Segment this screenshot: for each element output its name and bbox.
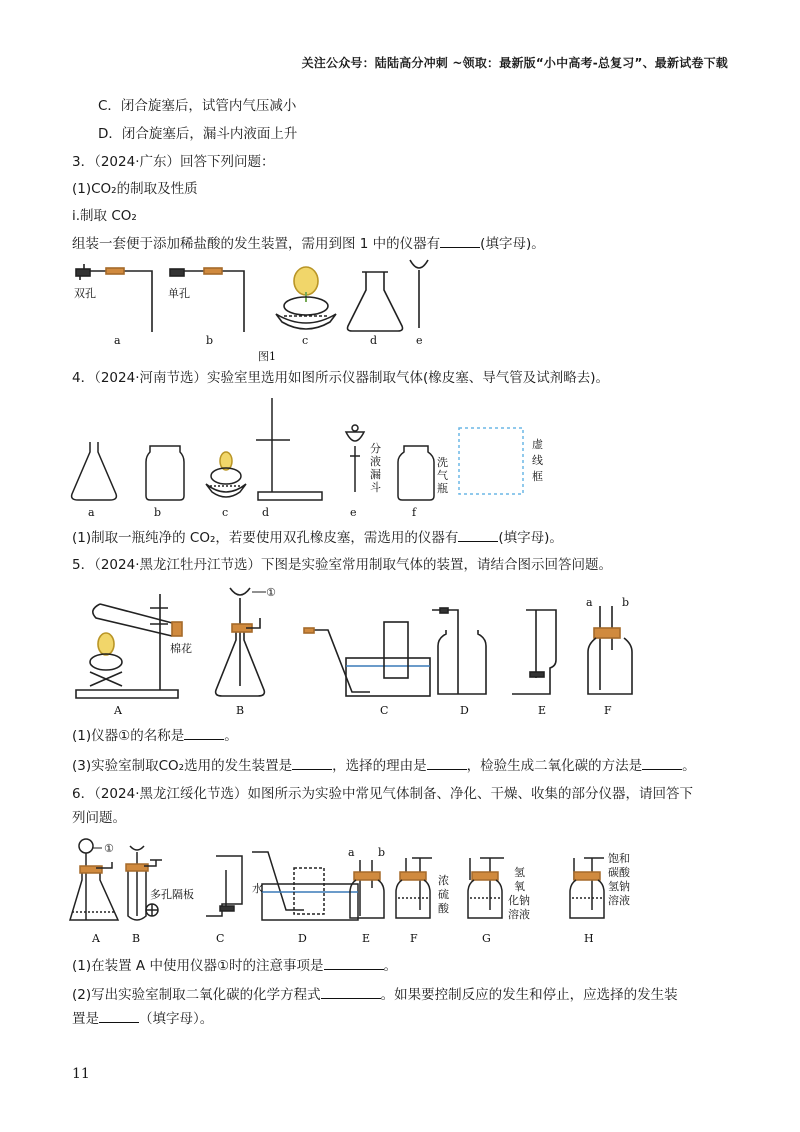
wash-bottle-text-1: 洗 bbox=[437, 456, 448, 469]
question-3-ask-end: (填字母)。 bbox=[480, 236, 545, 252]
label-port-b2: b bbox=[378, 846, 386, 859]
tubes-E2 bbox=[360, 860, 372, 916]
flask-A bbox=[70, 872, 118, 920]
answer-blank bbox=[324, 955, 384, 970]
fig2-label-b: b bbox=[154, 506, 162, 519]
fig3-label-B: B bbox=[236, 704, 245, 717]
fig4-label-D: D bbox=[298, 932, 307, 945]
answer-blank bbox=[184, 725, 224, 740]
tubes-F bbox=[600, 606, 612, 690]
bottle-D bbox=[438, 630, 486, 694]
naoh-text-2: 氧 bbox=[514, 880, 525, 893]
fig3-label-E: E bbox=[538, 704, 547, 717]
stopper-G2 bbox=[472, 872, 498, 880]
stopper-B2 bbox=[126, 864, 148, 871]
trough-C bbox=[346, 658, 430, 696]
sep-funnel-stopper-e bbox=[352, 425, 358, 431]
label-circle-1-A: ① bbox=[104, 842, 114, 855]
question-5-part-3 bbox=[72, 755, 696, 776]
label-cotton: 棉花 bbox=[170, 642, 192, 655]
question-6-title-line-1: 6．（2024·黑龙江绥化节选）如图所示为实验中常见气体制备、净化、干燥、收集的部分仪器，请回答下 bbox=[72, 786, 693, 802]
tube-D bbox=[432, 610, 458, 694]
question-4-part-1-end: (填字母)。 bbox=[498, 530, 563, 546]
joint-D bbox=[440, 608, 448, 613]
option-c: C．闭合旋塞后，试管内气压减小 bbox=[98, 98, 297, 114]
tube-b bbox=[184, 271, 244, 332]
question-4-part-1-text: (1)制取一瓶纯净的 CO₂，若要使用双孔橡皮塞，需选用的仪器有 bbox=[72, 530, 459, 546]
conical-flask-d bbox=[348, 272, 403, 331]
sep-funnel-text-3: 漏 bbox=[370, 468, 381, 481]
question-3-part-1: (1)CO₂的制取及性质 bbox=[72, 181, 198, 197]
question-4-part-1 bbox=[72, 527, 563, 548]
collecting-bottle-D2 bbox=[294, 868, 324, 914]
bottle-F bbox=[588, 638, 632, 694]
question-6-part-2 bbox=[72, 984, 678, 1005]
tubes-H2 bbox=[574, 858, 604, 910]
bottle-E2 bbox=[350, 880, 384, 918]
delivery-tube-C bbox=[304, 630, 370, 692]
answer-blank bbox=[99, 1008, 139, 1023]
nahco3-text-3: 氢钠 bbox=[608, 880, 630, 893]
fig3-label-C: C bbox=[380, 704, 389, 717]
label-porous-plate: 多孔隔板 bbox=[150, 888, 194, 901]
figure-2 bbox=[0, 390, 800, 524]
dashed-box-text-3: 框 bbox=[532, 470, 543, 483]
fig1-label-b: b bbox=[206, 334, 214, 347]
question-5-part-3-text-3: ，选择的理由是 bbox=[332, 758, 427, 774]
question-6-part-2-text-3: 置是 bbox=[72, 1011, 99, 1027]
sep-funnel-text-1: 分 bbox=[370, 442, 381, 455]
fig4-label-E: E bbox=[362, 932, 371, 945]
fig2-label-c: c bbox=[222, 506, 229, 519]
question-3-ask bbox=[72, 233, 545, 254]
fig3-label-F: F bbox=[604, 704, 612, 717]
conc-sulfuric-2: 硫 bbox=[438, 888, 449, 901]
question-5-part-3-text-2: 选用的发生装置是 bbox=[184, 758, 293, 774]
fig4-label-B: B bbox=[132, 932, 141, 945]
fig1-label-d: d bbox=[370, 334, 378, 347]
funnel-B2 bbox=[130, 846, 144, 850]
fig4-label-C: C bbox=[216, 932, 225, 945]
sep-funnel-text-2: 液 bbox=[370, 455, 381, 468]
question-6-part-1 bbox=[72, 955, 397, 976]
fig1-label-e: e bbox=[416, 334, 423, 347]
lamp-body-A bbox=[90, 654, 122, 670]
question-5-part-1-text: (1)仪器①的名称是 bbox=[72, 728, 185, 744]
wash-bottle-f bbox=[398, 446, 434, 500]
joint-C bbox=[304, 628, 314, 633]
delivery-tube-D2 bbox=[252, 852, 304, 910]
naoh-text-4: 溶液 bbox=[508, 908, 530, 921]
question-3-title: 3．（2024·广东）回答下列问题： bbox=[72, 154, 275, 170]
figure-3 bbox=[0, 580, 800, 720]
stopper-b bbox=[170, 269, 184, 276]
fig2-label-e: e bbox=[350, 506, 357, 519]
nahco3-text-4: 溶液 bbox=[608, 894, 630, 907]
question-5-part-1-end: 。 bbox=[224, 728, 238, 744]
dashed-box-text-1: 虚 bbox=[532, 438, 543, 451]
label-port-a2: a bbox=[348, 846, 355, 859]
fig1-caption: 图1 bbox=[258, 350, 276, 363]
label-single-hole: 单孔 bbox=[168, 287, 190, 300]
stopper-F2 bbox=[400, 872, 426, 880]
wash-bottle-text-2: 气 bbox=[437, 469, 448, 482]
lift-platform-A bbox=[90, 672, 122, 686]
option-d: D．闭合旋塞后，漏斗内液面上升 bbox=[98, 126, 298, 142]
stopper-F bbox=[594, 628, 620, 638]
question-6-part-2-end: （填字母）。 bbox=[139, 1011, 214, 1027]
funnel-B bbox=[230, 588, 250, 595]
fig4-label-H: H bbox=[584, 932, 594, 945]
answer-blank bbox=[321, 984, 381, 999]
question-6-part-2-text: (2)写出实验室制取二氧化碳的化学方程式 bbox=[72, 987, 321, 1003]
lamp-flame-c bbox=[294, 267, 318, 295]
bottle-F2 bbox=[396, 880, 430, 918]
fig2-label-a: a bbox=[88, 506, 95, 519]
answer-blank bbox=[642, 755, 682, 770]
stopper-a bbox=[76, 269, 90, 276]
sep-funnel-body-e bbox=[346, 432, 364, 441]
question-6-part-2-text-2: 。如果要控制反应的发生和停止，应选择的发生装 bbox=[380, 987, 678, 1003]
stopper-H2 bbox=[574, 872, 600, 880]
stand-base-d bbox=[258, 492, 322, 500]
question-6-part-1-end: 。 bbox=[383, 958, 398, 974]
naoh-text-3: 化钠 bbox=[508, 894, 530, 907]
dashed-box-text-2: 线 bbox=[532, 454, 543, 467]
flask-a bbox=[72, 442, 117, 500]
stopper-A bbox=[172, 622, 182, 636]
dashed-box bbox=[459, 428, 523, 494]
page-header: 关注公众号：陆陆高分冲刺 ~领取：最新版“小中高考-总复习”、最新试卷下载 bbox=[301, 56, 728, 70]
formula-co2: CO₂ bbox=[158, 758, 185, 774]
fig3-label-A: A bbox=[114, 704, 122, 717]
stopper-C2 bbox=[220, 906, 234, 911]
label-port-b: b bbox=[622, 596, 630, 609]
naoh-text-1: 氢 bbox=[514, 866, 525, 879]
nahco3-text-2: 碳酸 bbox=[608, 866, 630, 879]
question-6-title-line-2: 列问题。 bbox=[72, 810, 126, 826]
nahco3-text-1: 饱和 bbox=[608, 852, 630, 865]
answer-blank bbox=[458, 527, 498, 542]
lamp-flame-A bbox=[98, 633, 114, 655]
tubes-G2 bbox=[470, 858, 504, 910]
fig4-label-G: G bbox=[482, 932, 491, 945]
figure-1 bbox=[0, 254, 800, 366]
fig4-label-F: F bbox=[410, 932, 418, 945]
question-6-part-1-text: (1)在装置 A 中使用仪器①时的注意事项是 bbox=[72, 958, 324, 974]
funnel-top-e bbox=[410, 260, 428, 268]
question-5-part-3-end: 。 bbox=[682, 758, 696, 774]
sep-funnel-text-4: 斗 bbox=[370, 481, 381, 494]
stand-base-A bbox=[76, 690, 178, 698]
stopper-A2 bbox=[80, 866, 102, 873]
collecting-bottle-C bbox=[384, 622, 408, 678]
answer-blank bbox=[440, 233, 480, 248]
label-circle-1: ① bbox=[266, 586, 276, 599]
stopper-E2 bbox=[354, 872, 380, 880]
bottle-H2 bbox=[570, 880, 604, 918]
question-3-ask-text: 组装一套便于添加稀盐酸的发生装置，需用到图 1 中的仪器有 bbox=[72, 236, 441, 252]
fig1-label-c: c bbox=[302, 334, 309, 347]
stopper-E bbox=[530, 672, 544, 677]
question-5-part-3-text-4: ，检验生成二氧化碳的方法是 bbox=[466, 758, 643, 774]
rubber-joint-b bbox=[204, 268, 222, 274]
question-3-sub-i: i.制取 CO₂ bbox=[72, 208, 137, 224]
rubber-joint-a bbox=[106, 268, 124, 274]
label-double-hole: 双孔 bbox=[74, 287, 96, 300]
bottle-G2 bbox=[468, 880, 502, 918]
conc-sulfuric-1: 浓 bbox=[438, 874, 449, 887]
fig2-label-d: d bbox=[262, 506, 270, 519]
question-5-title: 5．（2024·黑龙江牡丹江节选）下图是实验室常用制取气体的装置，请结合图示回答问题。 bbox=[72, 557, 612, 573]
fig3-label-D: D bbox=[460, 704, 469, 717]
funnel-bulb-A bbox=[79, 839, 93, 853]
fig2-label-f: f bbox=[412, 506, 417, 519]
page-number: 11 bbox=[72, 1066, 90, 1082]
answer-blank bbox=[427, 755, 467, 770]
figure-4 bbox=[0, 832, 800, 952]
question-6-part-2-cont bbox=[72, 1008, 213, 1029]
fig4-label-A: A bbox=[92, 932, 100, 945]
label-water: 水 bbox=[252, 882, 263, 895]
answer-blank bbox=[292, 755, 332, 770]
tube-a bbox=[90, 271, 152, 332]
question-5-part-3-text-1: (3)实验室制取 bbox=[72, 758, 159, 774]
bottle-b bbox=[146, 446, 184, 500]
question-4-title: 4．（2024·河南节选）实验室里选用如图所示仪器制取气体(橡皮塞、导气管及试剂略去)。 bbox=[72, 370, 610, 386]
wash-bottle-text-3: 瓶 bbox=[437, 482, 448, 495]
conc-sulfuric-3: 酸 bbox=[438, 902, 449, 915]
label-port-a: a bbox=[586, 596, 593, 609]
fig1-label-a: a bbox=[114, 334, 121, 347]
bottle-E bbox=[512, 610, 556, 694]
question-5-part-1 bbox=[72, 725, 238, 746]
